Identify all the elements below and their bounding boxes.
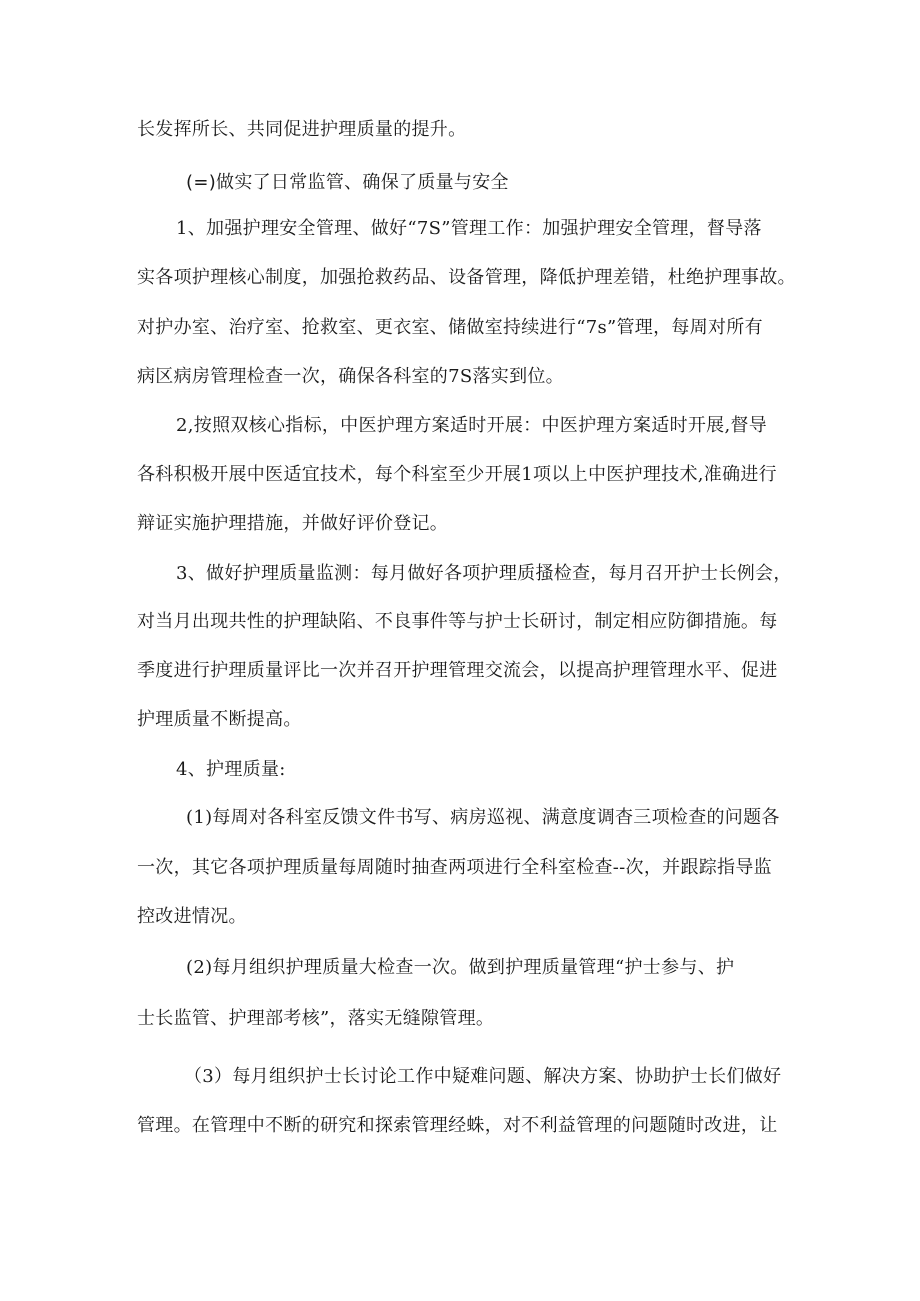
paragraph-line: 各科积极开展中医适宜技术，每个科室至少开展1项以上中医护理技术,准确进行 [137,464,777,485]
paragraph-line: 季度进行护理质量评比一次并召开护理管理交流会，以提高护理管理水平、促进 [137,660,778,681]
paragraph-line: 4、护理质量: [176,759,286,780]
paragraph-line: 对当月出现共性的护理缺陷、不良事件等与护士长研讨，制定相应防御措施。每 [137,611,778,632]
section-heading: (=)做实了日常监管、确保了质量与安全 [186,172,509,193]
paragraph-line: 2,按照双核心指标，中医护理方案适时开展：中医护理方案适时开展,督导 [176,415,768,436]
paragraph-line: (2)每月组织护理质量大检查一次。做到护理质量管理“护士参与、护 [186,957,735,978]
paragraph-line: 长发挥所长、共同促进护理质量的提升。 [137,119,467,140]
paragraph-line: (1)每周对各科室反馈文件书写、病房巡视、满意度调杳三项检查的问题各 [186,807,780,828]
paragraph-line: 病区病房管理检查一次，确保各科室的7S落实到位。 [137,366,564,387]
paragraph-line: 护理质量不断提高。 [137,709,302,730]
paragraph-line: 3、做好护理质量监测：每月做好各项护理质搔检查，每月召开护士长例会， [176,563,792,584]
paragraph-line: 对护办室、治疗室、抢救室、更衣室、储做室持续进行“7s”管理，每周对所有 [137,317,763,338]
paragraph-line: 士长监管、护理部考核”，落实无缝隙管理。 [137,1008,495,1029]
paragraph-line: 一次，其它各项护理质量每周随时抽查两项进行全科室检查--次，并跟踪指导监 [137,857,772,878]
paragraph-line: 1、加强护理安全管理、做好“7S”管理工作：加强护理安全管理，督导落 [176,218,762,239]
paragraph-line: 实各项护理核心制度，加强抢救药品、设备管理，降低护理差错，杜绝护理事故。 [137,267,796,288]
paragraph-line: 控改进情况。 [137,906,247,927]
paragraph-line: 辩证实施护理措施，并做好评价登记。 [137,513,449,534]
paragraph-line: （3）每月组织护士长讨论工作中疑难问题、解决方案、协助护士长们做好 [184,1066,782,1087]
paragraph-line: 管理。在管理中不断的研究和探索管理经蛛，对不利益管理的问题随时改进，让 [137,1115,778,1136]
